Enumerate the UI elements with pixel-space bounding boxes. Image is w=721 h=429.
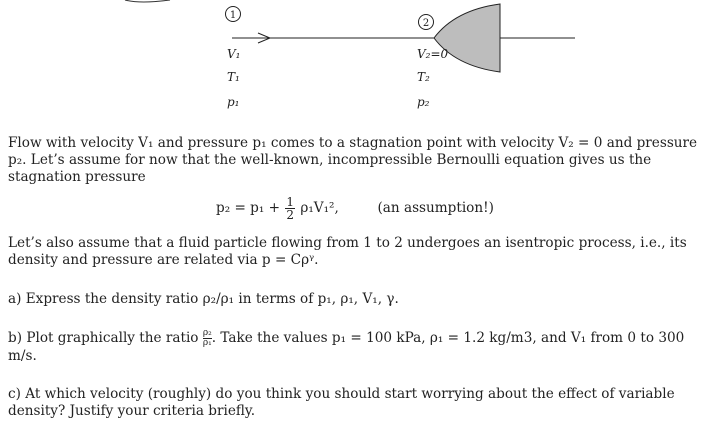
station-1-temperature: T₁	[227, 70, 240, 84]
station-1-number: 1	[229, 10, 237, 21]
part-b-prefix: b) Plot graphically the ratio	[8, 330, 199, 346]
station-2-marker	[419, 15, 434, 30]
station-2-number: 2	[422, 18, 430, 29]
equation-lhs: p₂ = p₁ +	[216, 200, 281, 216]
station-1-pressure: p₁	[227, 95, 240, 109]
station-2-temperature: T₂	[417, 70, 430, 84]
density-ratio-fraction	[203, 329, 212, 348]
fraction-numerator: 1	[286, 195, 295, 209]
isentropic-paragraph: Let’s also assume that a fluid particle flowing from 1 to 2 undergoes an isentropic process, i.e., its density and pressure are related via p = Cρᵞ.	[8, 235, 687, 268]
station-1-marker	[226, 7, 241, 22]
blunt-body-shape	[434, 4, 500, 72]
station-2-pressure: p₂	[417, 95, 430, 109]
part-a: a) Express the density ratio ρ₂/ρ₁ in terms of p₁, ρ₁, V₁, γ.	[8, 291, 399, 307]
station-1-velocity: V₁	[227, 47, 241, 61]
equation-rhs: ρ₁V₁²,	[300, 200, 339, 216]
station-2-velocity: V₂=0	[417, 47, 449, 61]
part-b	[8, 329, 712, 365]
equation-note: (an assumption!)	[377, 200, 494, 216]
part-c: c) At which velocity (roughly) do you think you should start worrying about the effect of variable density? Justify your criteria briefly.	[8, 386, 675, 419]
density-ratio-denominator: ρ₁	[202, 338, 212, 348]
flow-diagram	[0, 0, 721, 125]
bernoulli-equation	[216, 196, 494, 221]
part-b-suffix: . Take the values p₁ = 100 kPa, ρ₁ = 1.2 kg/m3, and V₁ from 0 to 300 m/s.	[8, 330, 685, 364]
fraction-denominator: 2	[286, 208, 295, 222]
cropped-top-fragment	[125, 0, 170, 2]
density-ratio-numerator: ρ₂	[202, 328, 212, 338]
intro-paragraph: Flow with velocity V₁ and pressure p₁ comes to a stagnation point with velocity V₂ = 0 and pressure p₂. Let’s assume for now that the well-known, incompressible Bernoulli equation gives us the stagnation pressure	[8, 135, 698, 185]
equation-fraction	[285, 196, 295, 221]
